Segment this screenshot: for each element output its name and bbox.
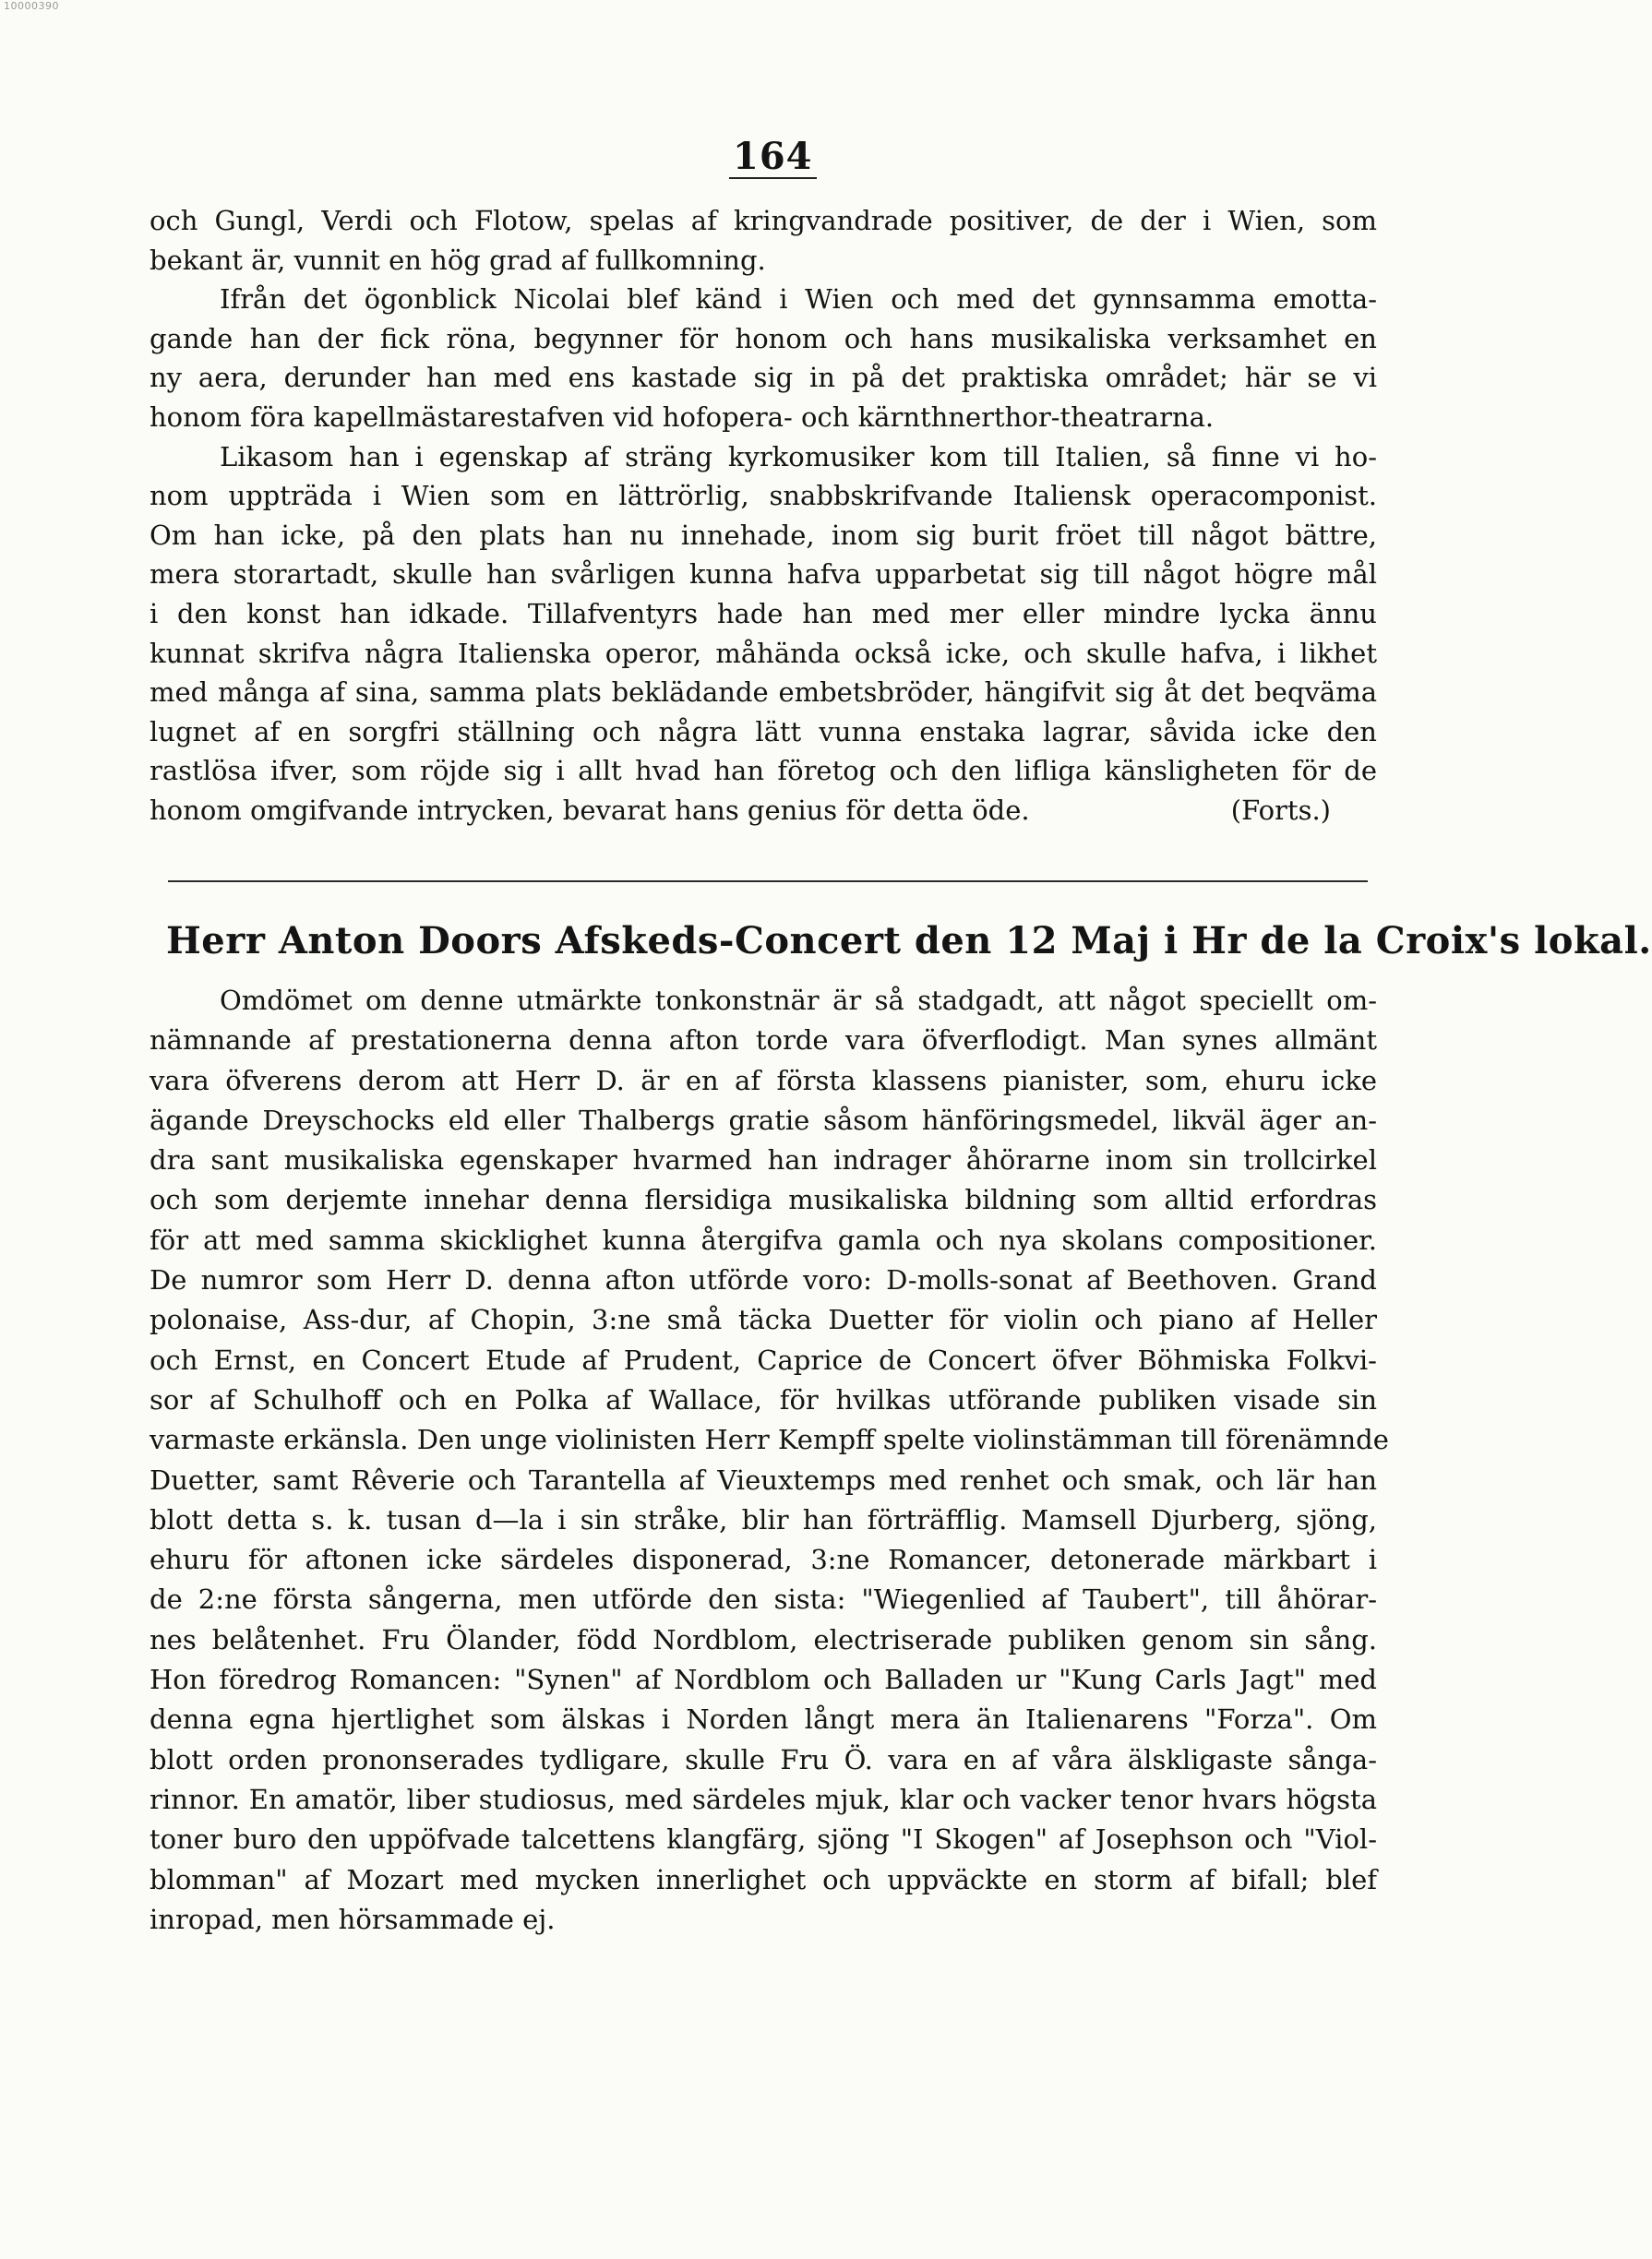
text-line: Om han icke, på den plats han nu innehade, inom sig burit fröet till något bättre, <box>150 519 1377 551</box>
scan-id: 10000390 <box>4 0 59 12</box>
text-line: ägande Dreyschocks eld eller Thalbergs gratie såsom hänföringsmedel, likväl äger an- <box>150 1104 1377 1136</box>
text-line: dra sant musikaliska egenskaper hvarmed han indrager åhörarne inom sin trollcirkel <box>150 1144 1377 1177</box>
text-line: nes belåtenhet. Fru Ölander, född Nordblom, electriserade publiken genom sin sång. <box>150 1623 1377 1655</box>
text-line: gande han der fick röna, begynner för honom och hans musikaliska verksamhet en <box>150 322 1377 354</box>
text-line: och som derjemte innehar denna flersidiga musikaliska bildning som alltid erfordras <box>150 1184 1377 1216</box>
text-line: ny aera, derunder han med ens kastade sig in på det praktiska området; här se vi <box>150 362 1377 394</box>
text-line: kunnat skrifva några Italienska operor, måhända också icke, och skulle hafva, i likhet <box>150 637 1377 669</box>
text-line: nämnande af prestationerna denna afton torde vara öfverflodigt. Man synes allmänt <box>150 1024 1377 1057</box>
text-line: och Ernst, en Concert Etude af Prudent, Caprice de Concert öfver Böhmiska Folkvi- <box>150 1344 1377 1376</box>
page-number: 164 <box>729 138 817 179</box>
text-line: denna egna hjertlighet som älskas i Norden långt mera än Italienarens "Forza". Om <box>150 1703 1377 1736</box>
text-line: toner buro den uppöfvade talcettens klangfärg, sjöng "I Skogen" af Josephson och "Viol- <box>150 1823 1377 1856</box>
text-line: lugnet af en sorgfri ställning och några lätt vunna enstaka lagrar, såvida icke den <box>150 715 1377 747</box>
text-line: mera storartadt, skulle han svårligen kunna hafva upparbetat sig till något högre mål <box>150 558 1377 591</box>
text-line: Duetter, samt Rêverie och Tarantella af Vieuxtemps med renhet och smak, och lär han <box>150 1464 1377 1496</box>
continued-marker: (Forts.) <box>1230 794 1331 826</box>
text-line: bekant är, vunnit en hög grad af fullkomning. <box>150 244 766 276</box>
text-line: Ifrån det ögonblick Nicolai blef känd i Wien och med det gynnsamma emotta- <box>220 283 1377 316</box>
text-line: honom föra kapellmästarestafven vid hofopera- och kärnthnerthor-theatrarna. <box>150 400 1215 433</box>
text-line: ehuru för aftonen icke särdeles disponerad, 3:ne Romancer, detonerade märkbart i <box>150 1544 1377 1576</box>
text-line: för att med samma skicklighet kunna återgifva gamla och nya skolans compositioner. <box>150 1224 1377 1256</box>
text-line: Hon föredrog Romancen: "Synen" af Nordblom och Balladen ur "Kung Carls Jagt" med <box>150 1664 1377 1696</box>
final-line-row <box>150 791 1377 831</box>
section-divider <box>168 880 1368 882</box>
text-line: blott orden prononserades tydligare, skulle Fru Ö. vara en af våra älskligaste sånga- <box>150 1743 1377 1775</box>
text-line: blomman" af Mozart med mycken innerlighet och uppväckte en storm af bifall; blef <box>150 1863 1377 1895</box>
text-line: vara öfverens derom att Herr D. är en af första klassens pianister, som, ehuru icke <box>150 1064 1377 1096</box>
text-line: i den konst han idkade. Tillafventyrs hade han med mer eller mindre lycka ännu <box>150 597 1377 629</box>
text-line: rinnor. En amatör, liber studiosus, med särdeles mjuk, klar och vacker tenor hvars högsta <box>150 1783 1377 1815</box>
article-nicolai-continuation <box>150 201 1377 831</box>
text-line: rastlösa ifver, som röjde sig i allt hvad han företog och den lifliga känsligheten för de <box>150 755 1377 787</box>
text-line: Likasom han i egenskap af sträng kyrkomusiker kom till Italien, så finne vi ho- <box>220 440 1377 472</box>
text-line: varmaste erkänsla. Den unge violinisten Herr Kempff spelte violinstämman till förenämnde <box>150 1424 1389 1456</box>
text-line: honom omgifvande intrycken, bevarat hans genius för detta öde. <box>150 794 1030 826</box>
text-line: blott detta s. k. tusan d—la i sin stråke, blir han förträfflig. Mamsell Djurberg, sjöng, <box>150 1503 1377 1536</box>
text-line: De numror som Herr D. denna afton utförde voro: D-molls-sonat af Beethoven. Grand <box>150 1264 1377 1297</box>
article-concert-review <box>150 981 1389 1940</box>
text-line: nom uppträda i Wien som en lättrörlig, snabbskrifvande Italiensk operacomponist. <box>150 480 1377 512</box>
text-line: sor af Schulhoff och en Polka af Wallace, för hvilkas utförande publiken visade sin <box>150 1383 1377 1416</box>
text-line: polonaise, Ass-dur, af Chopin, 3:ne små täcka Duetter för violin och piano af Heller <box>150 1304 1377 1336</box>
text-line: Omdömet om denne utmärkte tonkonstnär är så stadgadt, att något speciellt om- <box>220 985 1377 1016</box>
text-line: och Gungl, Verdi och Flotow, spelas af kringvandrade positiver, de der i Wien, som <box>150 205 1377 236</box>
text-line: med många af sina, samma plats beklädande embetsbröder, hängifvit sig åt det beqväma <box>150 676 1377 709</box>
text-line: inropad, men hörsammade ej. <box>150 1903 556 1935</box>
text-line: de 2:ne första sångerna, men utförde den sista: "Wiegenlied af Taubert", till åhörar- <box>150 1584 1377 1616</box>
concert-review-heading: Herr Anton Doors Afskeds-Concert den 12 Maj i Hr de la Croix's lokal. <box>166 919 1652 962</box>
